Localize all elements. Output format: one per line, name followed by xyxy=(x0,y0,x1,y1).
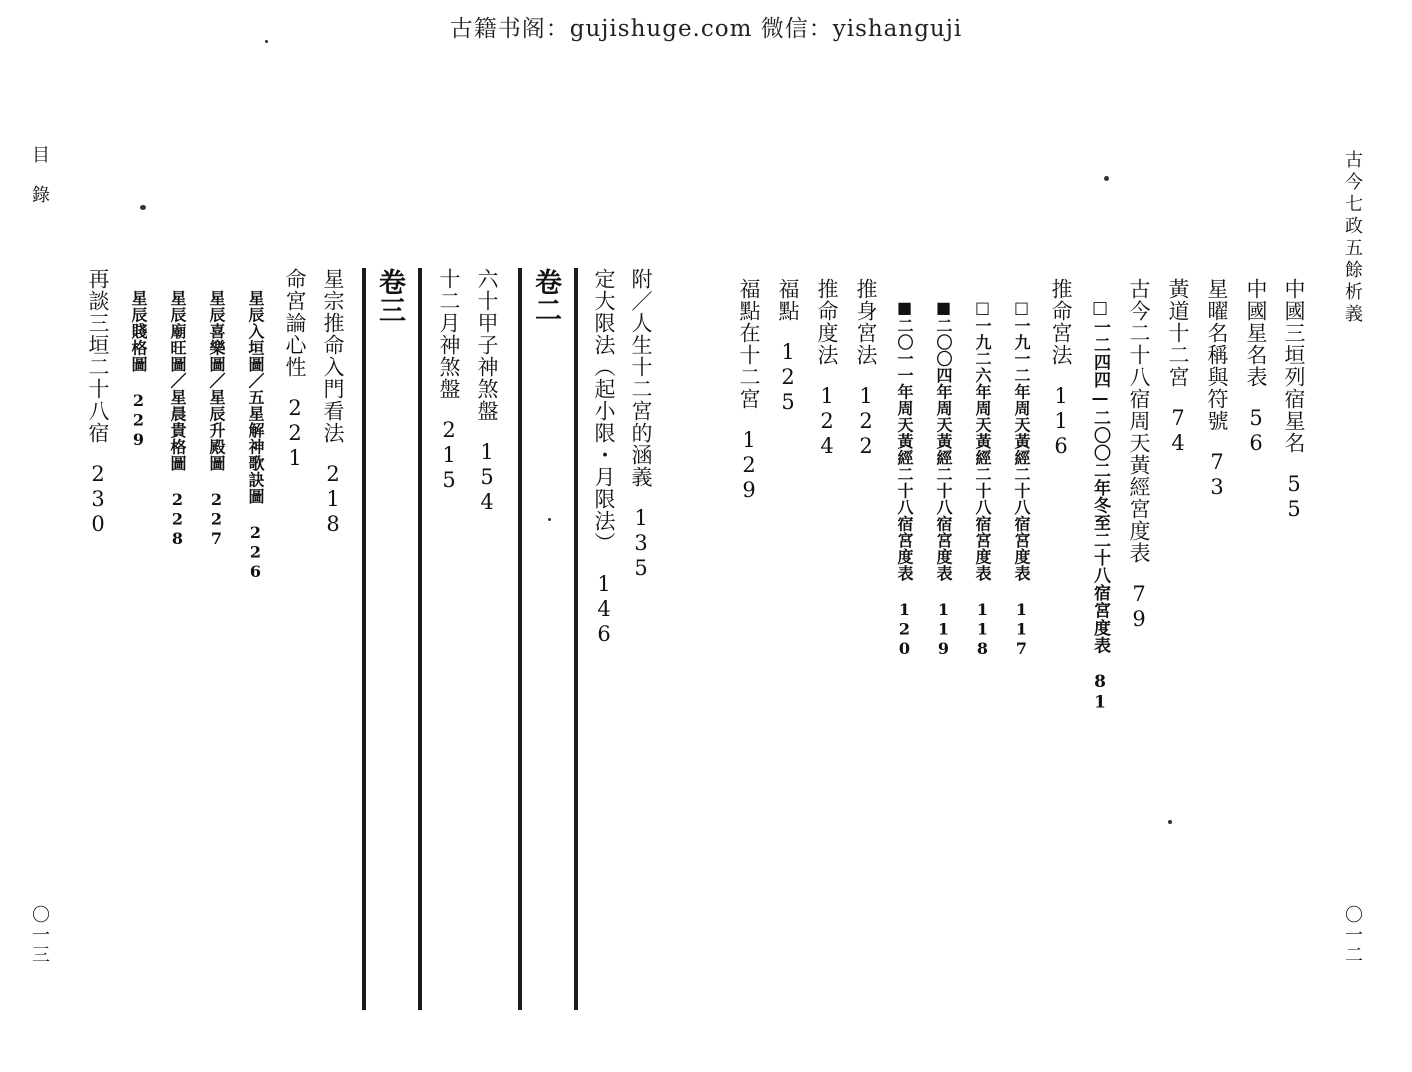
toc-entry-title: 古今二十八宿周天黃經宮度表 xyxy=(1127,278,1151,564)
left-page-number: 〇一三 xyxy=(29,905,50,965)
toc-entry-page: 218 xyxy=(321,462,345,537)
toc-entry-title: □一二四四—二〇〇二年冬至二十八宿宮度表 xyxy=(1090,298,1110,654)
toc-entry-page: 74 xyxy=(1166,406,1190,456)
section-rule xyxy=(362,268,366,1010)
toc-entry-title: 星辰廟旺圖／星晨貴格圖 xyxy=(168,290,187,472)
toc-entry-page: 229 xyxy=(129,390,148,449)
volume-heading: 卷二 xyxy=(530,268,561,324)
toc-entry-page: 230 xyxy=(86,462,110,537)
toc-entry-page: 125 xyxy=(776,340,800,415)
toc-entry xyxy=(1283,278,1304,522)
toc-entry-page: 146 xyxy=(592,572,616,647)
toc-entry xyxy=(208,290,224,548)
toc-entry xyxy=(1050,278,1071,459)
toc-entry xyxy=(1206,278,1227,500)
toc-entry-page: 56 xyxy=(1244,406,1268,456)
toc-entry-title: ■二〇一一年周天黃經二十八宿宮度表 xyxy=(895,298,914,582)
toc-entry xyxy=(169,290,185,548)
toc-entry-title: 星曜名稱與符號 xyxy=(1205,278,1229,432)
toc-entry xyxy=(593,268,614,647)
volume-heading: 卷三 xyxy=(374,268,405,324)
toc-entry-page: 129 xyxy=(737,428,761,503)
watermark: 古籍书阁：gujishuge.com 微信：yishanguji xyxy=(449,16,963,42)
toc-entry-page: 135 xyxy=(629,506,653,581)
toc-entry-page: 122 xyxy=(854,384,878,459)
toc-entry-title: 星辰入垣圖／五星解神歌訣圖 xyxy=(246,290,265,505)
contents-header: 目錄 xyxy=(29,145,50,225)
toc-entry-page: 226 xyxy=(246,522,265,581)
section-rule xyxy=(418,268,422,1010)
toc-entry-title: 再談三垣二十八宿 xyxy=(86,268,110,444)
toc-entry-page: 55 xyxy=(1282,472,1306,522)
toc-entry-title: 推命宮法 xyxy=(1049,278,1073,366)
scan-speck xyxy=(1168,820,1172,824)
toc-entry-page: 119 xyxy=(934,599,953,658)
toc-entry xyxy=(816,278,837,459)
toc-entry xyxy=(630,268,651,581)
toc-entry-page: 117 xyxy=(1012,599,1031,658)
toc-entry xyxy=(1128,278,1149,632)
toc-entry-title: 星宗推命入門看法 xyxy=(321,268,345,444)
toc-entry-title: 推命度法 xyxy=(815,278,839,366)
toc-entry-page: 116 xyxy=(1049,384,1073,459)
toc-entry xyxy=(935,298,951,658)
toc-entry-title: 中國三垣列宿星名 xyxy=(1282,278,1306,454)
toc-entry-title: 十二月神煞盤 xyxy=(437,268,461,400)
toc-entry xyxy=(284,268,305,471)
toc-entry xyxy=(974,298,990,658)
toc-entry-title: 中國星名表 xyxy=(1244,278,1268,388)
toc-entry xyxy=(896,298,912,658)
scan-speck xyxy=(548,518,551,521)
toc-entry xyxy=(1167,278,1188,456)
toc-entry-page: 228 xyxy=(168,489,187,548)
toc-entry-title: 命宮論心性 xyxy=(283,268,307,378)
toc-entry xyxy=(247,290,263,581)
toc-entry-page: 215 xyxy=(437,418,461,493)
toc-entry-page: 79 xyxy=(1127,582,1151,632)
toc-entry xyxy=(855,278,876,459)
toc-entry xyxy=(322,268,343,537)
toc-entry-title: 六十甲子神煞盤 xyxy=(475,268,499,422)
toc-entry-title: ■二〇〇四年周天黃經二十八宿宮度表 xyxy=(934,298,953,582)
toc-entry-page: 118 xyxy=(973,599,992,658)
toc-entry-page: 120 xyxy=(895,599,914,658)
toc-entry xyxy=(738,278,759,503)
toc-entry xyxy=(1013,298,1029,658)
section-rule xyxy=(574,268,578,1010)
toc-entry-page: 154 xyxy=(475,440,499,515)
scan-speck xyxy=(265,40,268,43)
toc-entry xyxy=(1245,278,1266,456)
toc-entry-title: 黃道十二宮 xyxy=(1166,278,1190,388)
toc-entry xyxy=(130,290,146,449)
toc-entry-title: □一九一二年周天黃經二十八宿宮度表 xyxy=(1012,298,1031,582)
scan-speck xyxy=(140,205,146,210)
toc-entry xyxy=(777,278,798,415)
toc-entry xyxy=(438,268,459,493)
toc-entry xyxy=(476,268,497,515)
toc-entry-title: 定大限法（起小限・月限法） xyxy=(592,268,616,554)
toc-entry xyxy=(87,268,108,537)
toc-entry-page: 81 xyxy=(1090,672,1110,713)
toc-entry-page: 227 xyxy=(207,489,226,548)
toc-entry-title: 星辰賤格圖 xyxy=(129,290,148,373)
section-rule xyxy=(518,268,522,1010)
toc-entry-title: 附／人生十二宮的涵義 xyxy=(629,268,653,488)
toc-entry-page: 221 xyxy=(283,396,307,471)
toc-entry xyxy=(1091,298,1108,713)
scan-speck xyxy=(1104,176,1109,181)
right-page-number: 〇一二 xyxy=(1342,905,1363,965)
toc-entry-title: 福點在十二宮 xyxy=(737,278,761,410)
toc-entry-title: □一九二六年周天黃經二十八宿宮度表 xyxy=(973,298,992,582)
toc-entry-page: 124 xyxy=(815,384,839,459)
book-title-header: 古今七政五餘析義 xyxy=(1342,150,1363,326)
toc-entry-title: 推身宮法 xyxy=(854,278,878,366)
toc-entry-title: 星辰喜樂圖／星辰升殿圖 xyxy=(207,290,226,472)
toc-entry-page: 73 xyxy=(1205,450,1229,500)
toc-entry-title: 福點 xyxy=(776,278,800,322)
